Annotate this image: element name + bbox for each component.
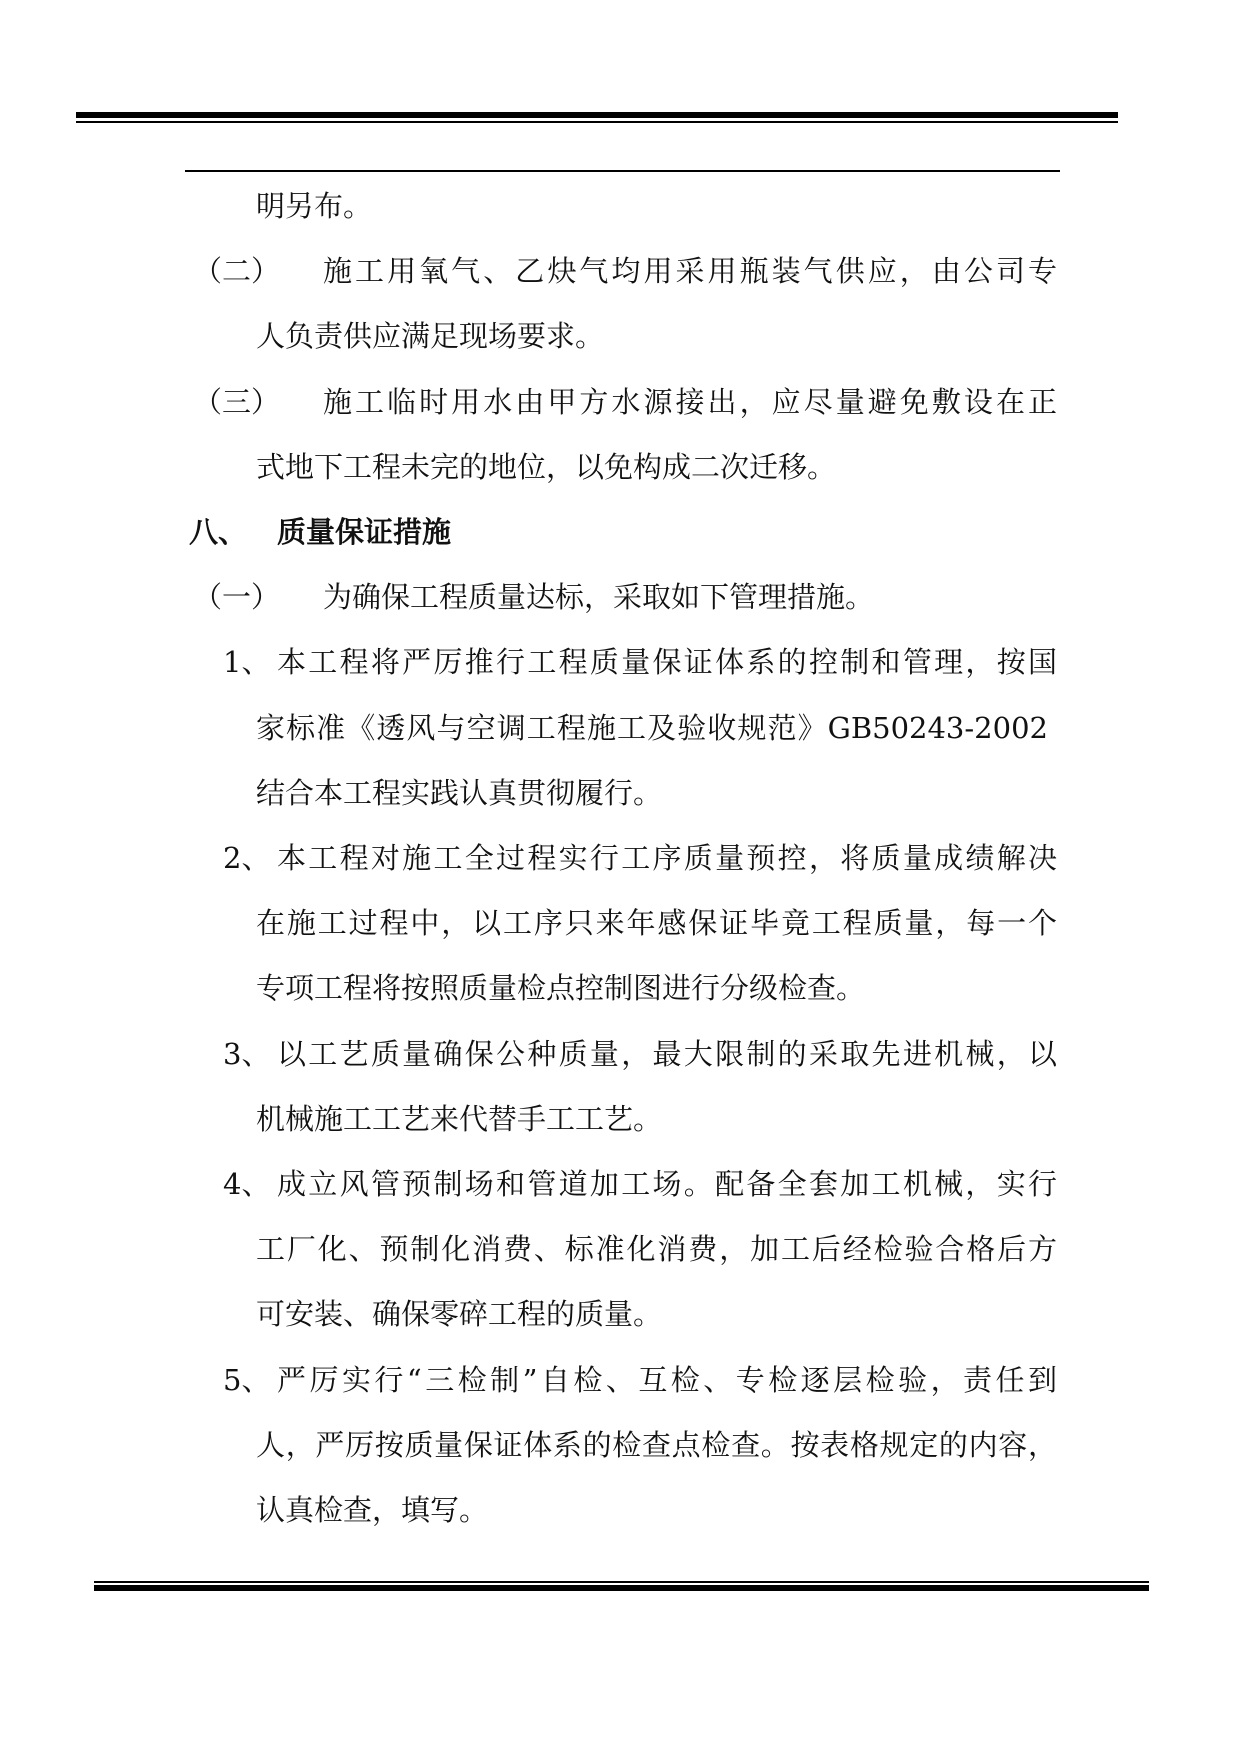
list-item-2-line-3 <box>0 956 1241 1021</box>
list-item-2-line-1 <box>0 826 1241 891</box>
content-top-rule <box>185 170 1060 172</box>
list-item-1-line-3 <box>0 761 1241 826</box>
list-text: 本工程对施工全过程实行工序质量预控，将质量成绩解决 <box>277 841 1057 875</box>
header-rule-thin <box>76 121 1118 123</box>
list-text: 专项工程将按照质量检点控制图进行分级检查。 <box>256 971 866 1005</box>
sub-item-marker: （二） <box>193 254 281 288</box>
sub-item-marker: （三） <box>193 385 281 419</box>
sub-item-2-line-1 <box>0 239 1241 304</box>
list-item-4-line-1 <box>0 1152 1241 1217</box>
sub-item-3-line-1 <box>0 370 1241 435</box>
list-text: 工厂化、预制化消费、标准化消费，加工后经检验合格后方 <box>256 1232 1057 1266</box>
list-text: 认真检查，填写。 <box>256 1493 489 1527</box>
list-item-5-line-3 <box>0 1478 1241 1543</box>
list-text: 家标准《透风与空调工程施工及验收规范》GB50243-2002 <box>256 711 1048 745</box>
list-text: 机械施工工艺来代替手工工艺。 <box>256 1102 663 1136</box>
list-item-1-line-2 <box>0 696 1241 761</box>
list-text: 以工艺质量确保公种质量，最大限制的采取先进机械，以 <box>277 1037 1057 1071</box>
continuation-text: 明另布。 <box>256 189 373 223</box>
list-text: 严厉实行“三检制”自检、互检、专检逐层检验，责任到 <box>277 1363 1057 1397</box>
list-text: 结合本工程实践认真贯彻履行。 <box>256 776 663 810</box>
sub-item-3-line-2 <box>0 435 1241 500</box>
header-rule-thick <box>76 112 1118 118</box>
list-marker: 2、 <box>223 841 271 875</box>
subsection-line <box>0 565 1241 630</box>
list-item-2-line-2 <box>0 891 1241 956</box>
subsection-text: 为确保工程质量达标，采取如下管理措施。 <box>323 580 875 614</box>
list-text: 本工程将严厉推行工程质量保证体系的控制和管理，按国 <box>277 645 1057 679</box>
subsection-marker: （一） <box>193 580 281 614</box>
footer-rule-thick <box>94 1585 1149 1591</box>
list-marker: 1、 <box>223 645 271 679</box>
list-item-5-line-1 <box>0 1348 1241 1413</box>
list-item-4-line-3 <box>0 1282 1241 1347</box>
list-text: 在施工过程中，以工序只来年感保证毕竟工程质量，每一个 <box>256 906 1057 940</box>
list-marker: 5、 <box>223 1363 271 1397</box>
sub-item-text: 人负责供应满足现场要求。 <box>256 319 605 353</box>
continuation-line <box>0 174 1241 239</box>
list-item-4-line-2 <box>0 1217 1241 1282</box>
sub-item-text: 施工临时用水由甲方水源接出，应尽量避免敷设在正 <box>323 385 1057 419</box>
list-text: 成立风管预制场和管道加工场。配备全套加工机械，实行 <box>277 1167 1057 1201</box>
list-marker: 4、 <box>223 1167 271 1201</box>
list-item-3-line-2 <box>0 1087 1241 1152</box>
list-text: 人，严厉按质量保证体系的检查点检查。按表格规定的内容， <box>256 1428 1057 1462</box>
section-title: 质量保证措施 <box>277 515 452 549</box>
list-item-5-line-2 <box>0 1413 1241 1478</box>
sub-item-2-line-2 <box>0 304 1241 369</box>
list-item-3-line-1 <box>0 1022 1241 1087</box>
section-heading <box>0 500 1241 565</box>
section-marker: 八、 <box>189 515 248 549</box>
sub-item-text: 施工用氧气、乙炔气均用采用瓶装气供应，由公司专 <box>323 254 1057 288</box>
list-text: 可安装、确保零碎工程的质量。 <box>256 1297 663 1331</box>
list-marker: 3、 <box>223 1037 271 1071</box>
list-item-1-line-1 <box>0 630 1241 695</box>
sub-item-text: 式地下工程未完的地位，以免构成二次迁移。 <box>256 450 837 484</box>
footer-rule-thin <box>94 1581 1149 1583</box>
